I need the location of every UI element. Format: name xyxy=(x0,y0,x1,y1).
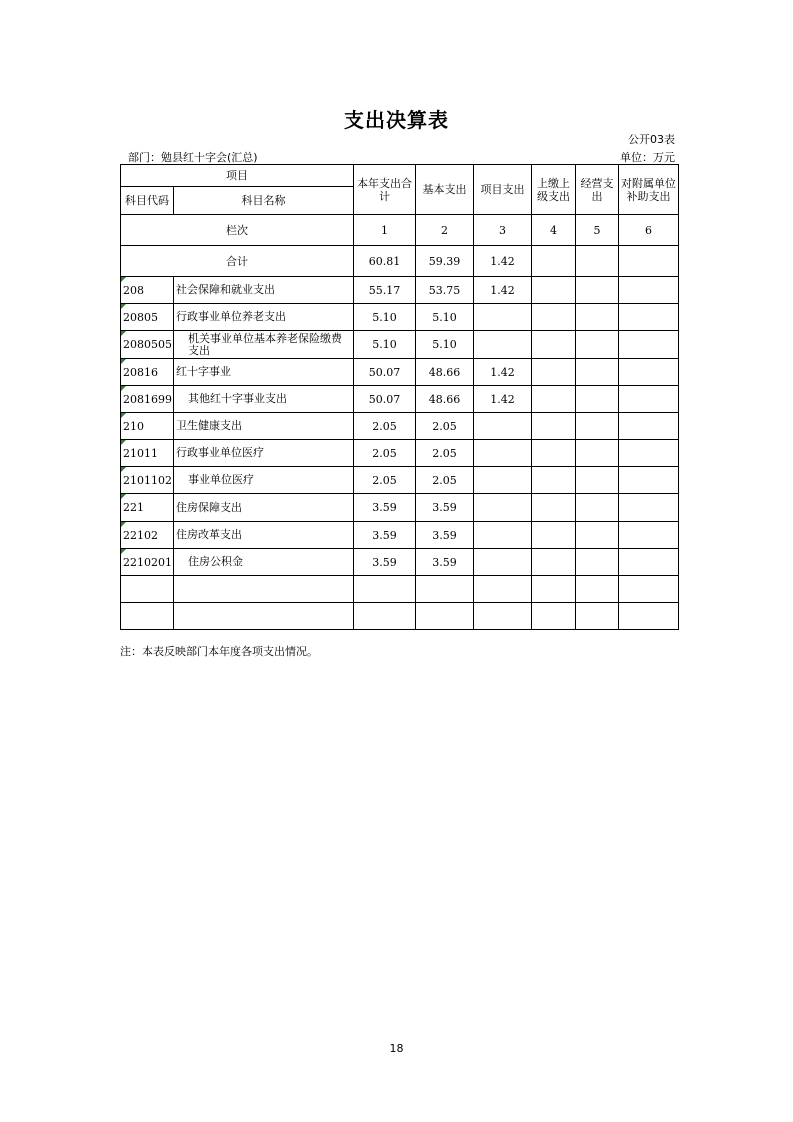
header-subsidiary: 对附属单位补助支出 xyxy=(619,165,679,215)
basic-cell: 48.66 xyxy=(416,359,474,386)
header-project: 项目支出 xyxy=(474,165,532,215)
basic-cell: 2.05 xyxy=(416,413,474,440)
upper-cell xyxy=(532,386,576,413)
business-cell xyxy=(576,494,619,522)
footnote: 注：本表反映部门本年度各项支出情况。 xyxy=(120,645,318,658)
subject-code-cell: 2210201 xyxy=(121,549,174,576)
total-cell: 2.05 xyxy=(354,467,416,494)
total-cell: 3.59 xyxy=(354,522,416,549)
project-cell: 1.42 xyxy=(474,359,532,386)
expenditure-table xyxy=(120,164,679,630)
subject-name-cell: 住房保障支出 xyxy=(174,494,354,522)
table-row xyxy=(121,413,679,440)
table-row xyxy=(121,576,679,603)
total-cell: 2.05 xyxy=(354,440,416,467)
business-cell xyxy=(576,549,619,576)
header-basic: 基本支出 xyxy=(416,165,474,215)
total-cell: 5.10 xyxy=(354,304,416,331)
subsidiary-cell xyxy=(619,246,679,277)
subject-code-cell: 2101102 xyxy=(121,467,174,494)
table-body xyxy=(121,165,679,630)
column-index: 2 xyxy=(416,215,474,246)
table-row xyxy=(121,494,679,522)
subject-code-cell: 20805 xyxy=(121,304,174,331)
subject-code-cell: 21011 xyxy=(121,440,174,467)
upper-cell xyxy=(532,413,576,440)
upper-cell xyxy=(532,603,576,630)
basic-cell: 3.59 xyxy=(416,522,474,549)
column-index: 5 xyxy=(576,215,619,246)
business-cell xyxy=(576,331,619,359)
project-cell xyxy=(474,603,532,630)
table-row xyxy=(121,440,679,467)
subject-code-cell: 210 xyxy=(121,413,174,440)
table-row xyxy=(121,304,679,331)
upper-cell xyxy=(532,304,576,331)
subsidiary-cell xyxy=(619,494,679,522)
business-cell xyxy=(576,359,619,386)
project-cell: 1.42 xyxy=(474,246,532,277)
total-cell: 5.10 xyxy=(354,331,416,359)
header-item: 项目 xyxy=(121,165,354,187)
subsidiary-cell xyxy=(619,277,679,304)
upper-cell xyxy=(532,331,576,359)
subject-name-cell: 红十字事业 xyxy=(174,359,354,386)
basic-cell: 53.75 xyxy=(416,277,474,304)
subsidiary-cell xyxy=(619,522,679,549)
project-cell: 1.42 xyxy=(474,386,532,413)
table-row xyxy=(121,277,679,304)
basic-cell: 48.66 xyxy=(416,386,474,413)
table-row xyxy=(121,522,679,549)
total-cell xyxy=(354,576,416,603)
table-row xyxy=(121,359,679,386)
subject-name-cell xyxy=(174,576,354,603)
business-cell xyxy=(576,467,619,494)
upper-cell xyxy=(532,522,576,549)
header-code: 科目代码 xyxy=(121,187,174,215)
unit-label: 单位：万元 xyxy=(620,151,675,164)
subject-name-cell: 社会保障和就业支出 xyxy=(174,277,354,304)
project-cell: 1.42 xyxy=(474,277,532,304)
subsidiary-cell xyxy=(619,576,679,603)
subject-name-cell: 事业单位医疗 xyxy=(174,467,354,494)
table-row xyxy=(121,603,679,630)
subject-name-cell: 住房改革支出 xyxy=(174,522,354,549)
project-cell xyxy=(474,467,532,494)
upper-cell xyxy=(532,549,576,576)
upper-cell xyxy=(532,494,576,522)
total-cell: 55.17 xyxy=(354,277,416,304)
subsidiary-cell xyxy=(619,440,679,467)
subject-name-cell: 行政事业单位养老支出 xyxy=(174,304,354,331)
upper-cell xyxy=(532,440,576,467)
total-cell: 50.07 xyxy=(354,386,416,413)
total-cell: 60.81 xyxy=(354,246,416,277)
total-row xyxy=(121,246,679,277)
subject-code-cell: 20816 xyxy=(121,359,174,386)
total-label: 合计 xyxy=(121,246,354,277)
upper-cell xyxy=(532,246,576,277)
upper-cell xyxy=(532,467,576,494)
business-cell xyxy=(576,386,619,413)
subsidiary-cell xyxy=(619,386,679,413)
subsidiary-cell xyxy=(619,359,679,386)
basic-cell: 5.10 xyxy=(416,331,474,359)
total-cell: 3.59 xyxy=(354,549,416,576)
total-cell xyxy=(354,603,416,630)
document-number: 公开03表 xyxy=(628,133,675,146)
subject-code-cell: 208 xyxy=(121,277,174,304)
subsidiary-cell xyxy=(619,549,679,576)
basic-cell: 2.05 xyxy=(416,467,474,494)
basic-cell: 2.05 xyxy=(416,440,474,467)
project-cell xyxy=(474,522,532,549)
subject-name-cell: 住房公积金 xyxy=(174,549,354,576)
basic-cell: 59.39 xyxy=(416,246,474,277)
subsidiary-cell xyxy=(619,603,679,630)
subject-name-cell: 机关事业单位基本养老保险缴费支出 xyxy=(174,331,354,359)
subject-code-cell: 2080505 xyxy=(121,331,174,359)
subsidiary-cell xyxy=(619,304,679,331)
project-cell xyxy=(474,494,532,522)
column-index: 6 xyxy=(619,215,679,246)
header-business: 经营支出 xyxy=(576,165,619,215)
business-cell xyxy=(576,413,619,440)
column-index: 1 xyxy=(354,215,416,246)
header-upper: 上缴上级支出 xyxy=(532,165,576,215)
total-cell: 3.59 xyxy=(354,494,416,522)
business-cell xyxy=(576,246,619,277)
department-label: 部门：勉县红十字会(汇总) xyxy=(128,151,258,164)
project-cell xyxy=(474,576,532,603)
subject-name-cell: 其他红十字事业支出 xyxy=(174,386,354,413)
column-index-label: 栏次 xyxy=(121,215,354,246)
total-cell: 2.05 xyxy=(354,413,416,440)
business-cell xyxy=(576,277,619,304)
subsidiary-cell xyxy=(619,331,679,359)
basic-cell: 3.59 xyxy=(416,549,474,576)
table-row xyxy=(121,331,679,359)
project-cell xyxy=(474,331,532,359)
subject-name-cell xyxy=(174,603,354,630)
table-row xyxy=(121,467,679,494)
upper-cell xyxy=(532,277,576,304)
basic-cell: 5.10 xyxy=(416,304,474,331)
project-cell xyxy=(474,413,532,440)
header-row-1 xyxy=(121,165,679,187)
page-title: 支出决算表 xyxy=(344,108,449,132)
project-cell xyxy=(474,304,532,331)
business-cell xyxy=(576,304,619,331)
total-cell: 50.07 xyxy=(354,359,416,386)
business-cell xyxy=(576,440,619,467)
business-cell xyxy=(576,576,619,603)
column-index: 4 xyxy=(532,215,576,246)
subsidiary-cell xyxy=(619,467,679,494)
upper-cell xyxy=(532,576,576,603)
header-total: 本年支出合计 xyxy=(354,165,416,215)
subject-code-cell: 2081699 xyxy=(121,386,174,413)
page-number: 18 xyxy=(389,1042,404,1055)
subject-name-cell: 卫生健康支出 xyxy=(174,413,354,440)
project-cell xyxy=(474,549,532,576)
table-row xyxy=(121,549,679,576)
basic-cell xyxy=(416,603,474,630)
project-cell xyxy=(474,440,532,467)
basic-cell xyxy=(416,576,474,603)
header-name: 科目名称 xyxy=(174,187,354,215)
subject-code-cell: 221 xyxy=(121,494,174,522)
column-index-row xyxy=(121,215,679,246)
subsidiary-cell xyxy=(619,413,679,440)
business-cell xyxy=(576,603,619,630)
subject-name-cell: 行政事业单位医疗 xyxy=(174,440,354,467)
subject-code-cell xyxy=(121,576,174,603)
column-index: 3 xyxy=(474,215,532,246)
table-row xyxy=(121,386,679,413)
subject-code-cell xyxy=(121,603,174,630)
upper-cell xyxy=(532,359,576,386)
basic-cell: 3.59 xyxy=(416,494,474,522)
subject-code-cell: 22102 xyxy=(121,522,174,549)
business-cell xyxy=(576,522,619,549)
